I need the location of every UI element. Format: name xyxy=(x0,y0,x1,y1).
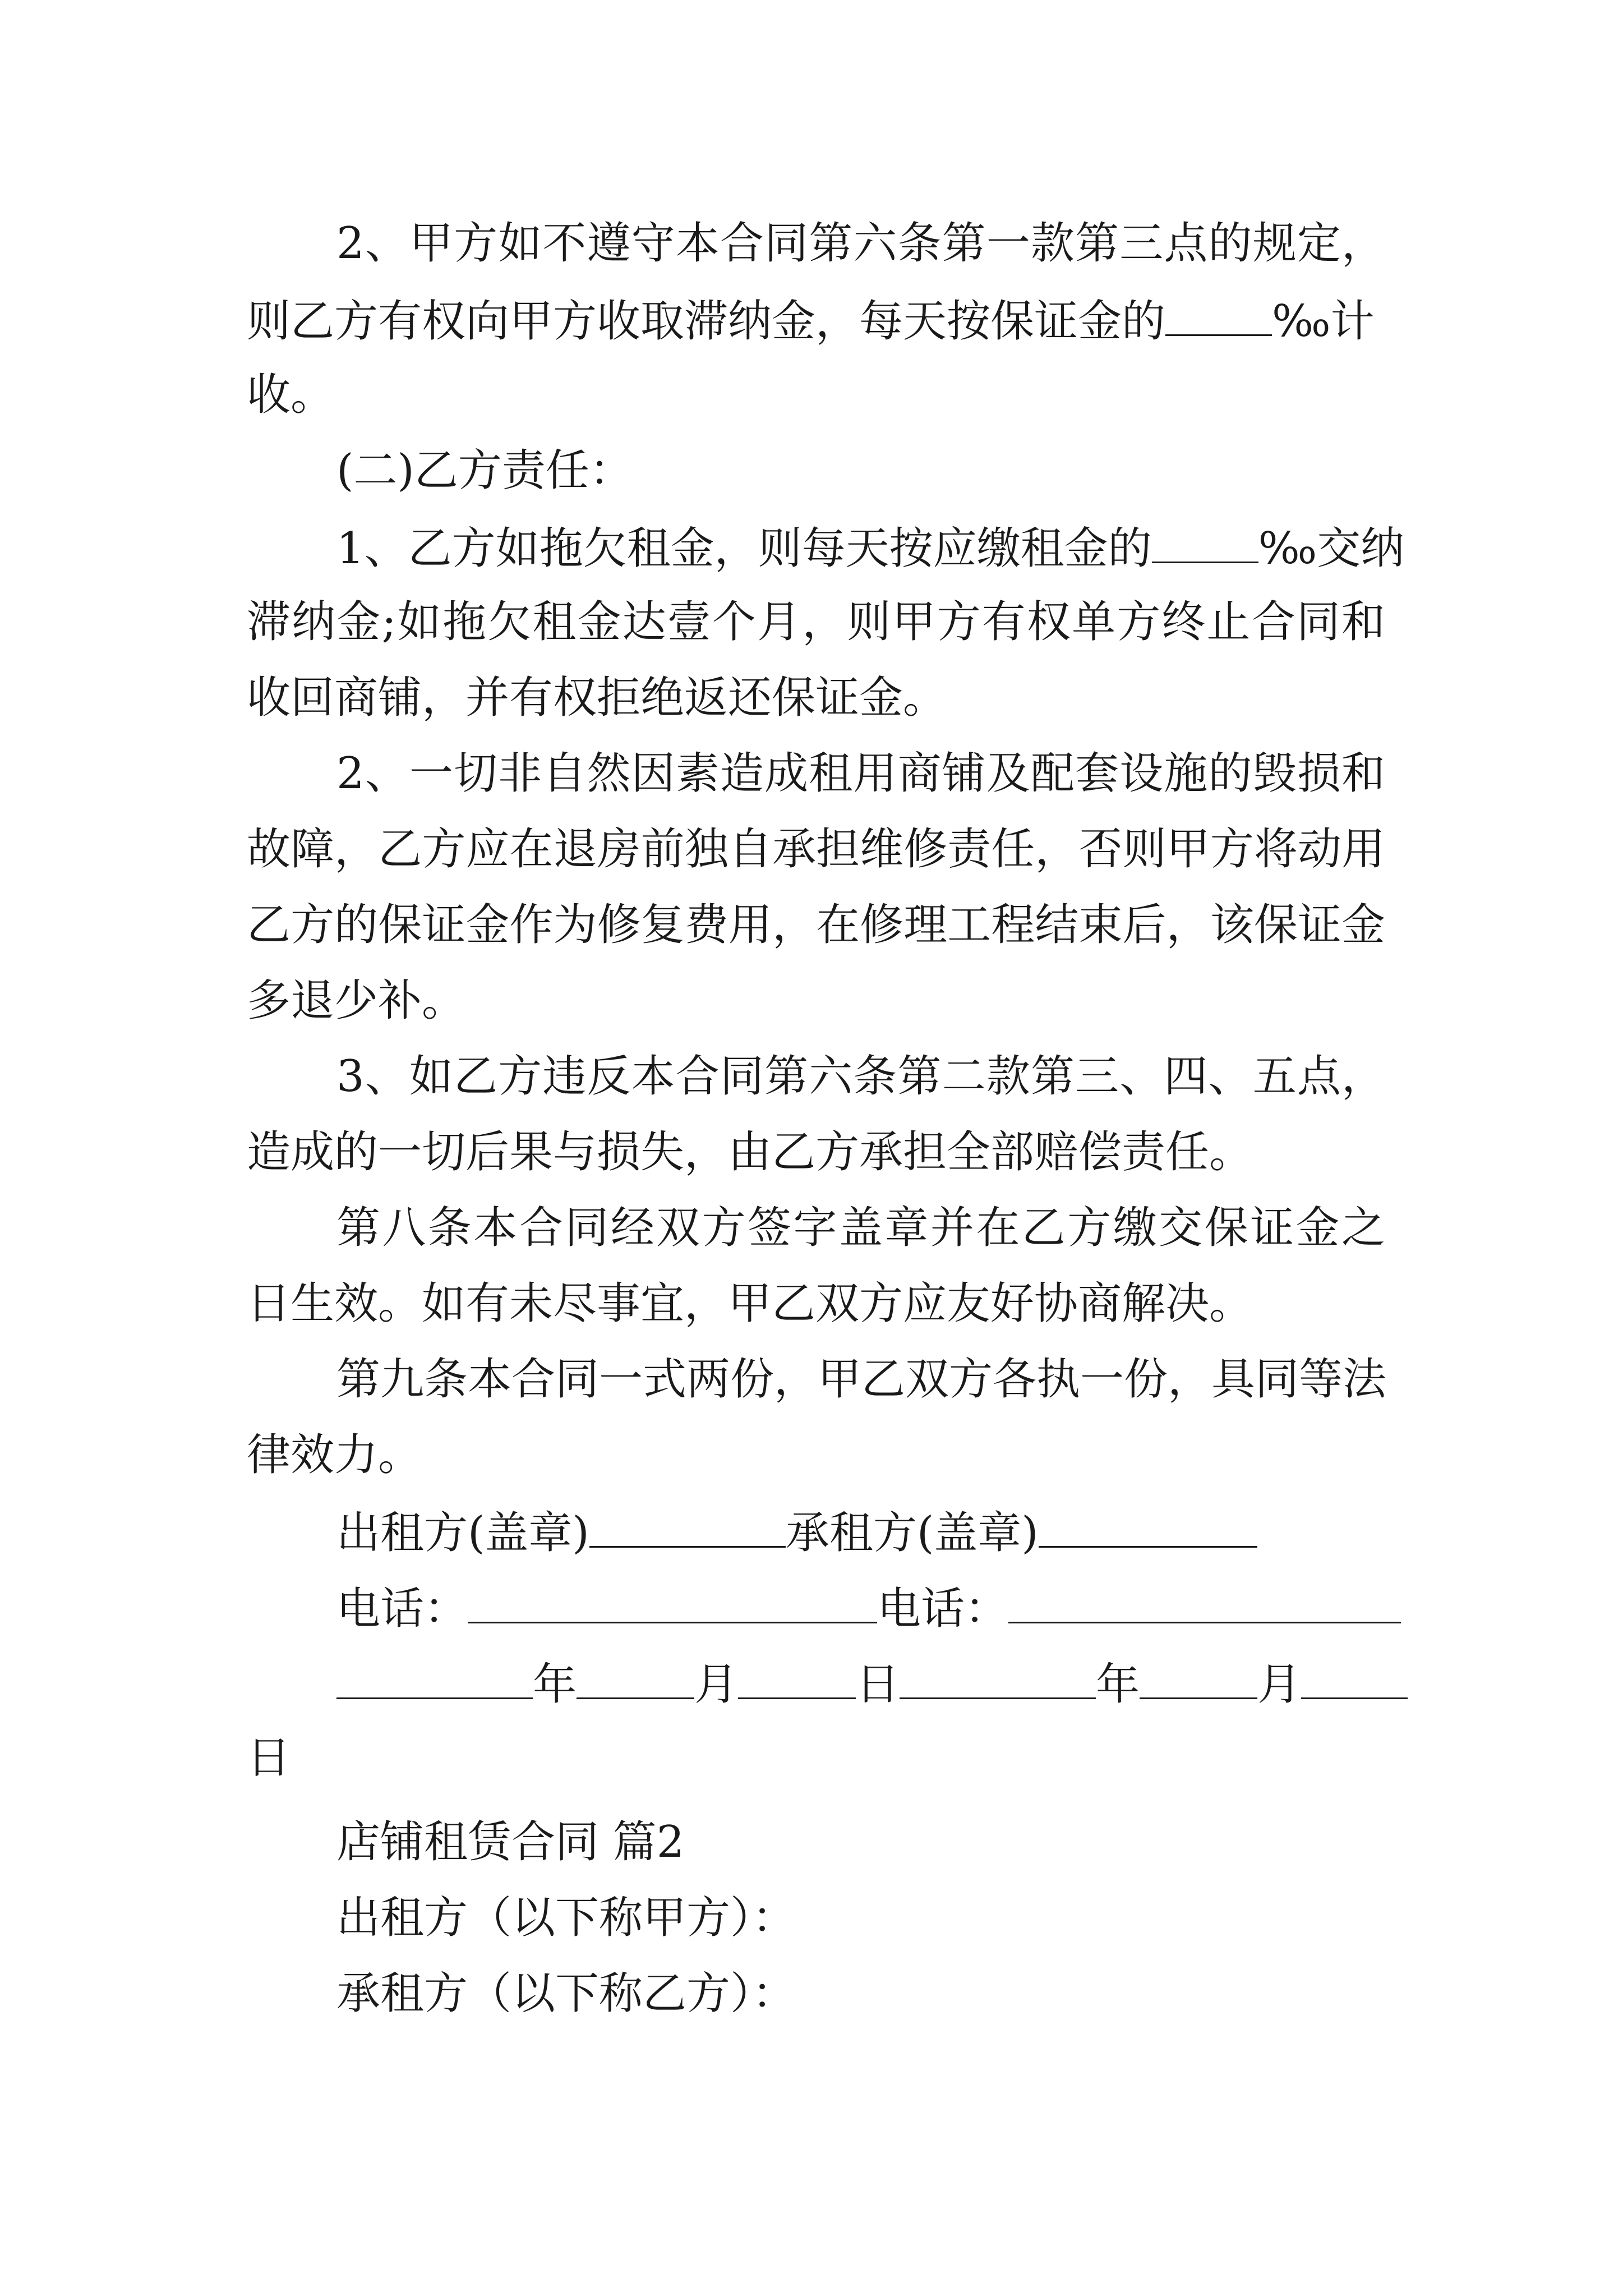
paragraph-line: 乙方的保证金作为修复费用，在修理工程结束后，该保证金 xyxy=(247,900,1385,950)
paragraph-line xyxy=(336,523,1405,574)
lessee-party-line: 承租方（以下称乙方）： xyxy=(336,1968,796,2019)
paragraph-line: 第八条本合同经双方签字盖章并在乙方缴交保证金之 xyxy=(336,1203,1385,1253)
text-segment: 1、乙方如拖欠租金，则每天按应缴租金的 xyxy=(336,523,1152,574)
blank-field xyxy=(1152,524,1258,563)
paragraph-line: 第九条本合同一式两份，甲乙双方各执一份，具同等法 xyxy=(336,1354,1387,1405)
month-label: 月 xyxy=(694,1659,739,1710)
paragraph-line: 律效力。 xyxy=(247,1430,422,1480)
day-field xyxy=(738,1660,856,1699)
date-line-wrap: 日 xyxy=(247,1733,291,1783)
paragraph-line: 造成的一切后果与损失，由乙方承担全部赔偿责任。 xyxy=(247,1127,1253,1177)
paragraph-line: 收回商铺，并有权拒绝返还保证金。 xyxy=(247,673,947,723)
phone-label: 电话： xyxy=(336,1584,468,1634)
paragraph-line: 收。 xyxy=(247,370,335,420)
month-field xyxy=(1140,1660,1257,1699)
phone-field xyxy=(468,1585,877,1623)
paragraph-line: 日生效。如有未尽事宜，甲乙双方应友好协商解决。 xyxy=(247,1278,1253,1329)
paragraph-line: 2、一切非自然因素造成租用商铺及配套设施的毁损和 xyxy=(336,748,1385,799)
date-line xyxy=(336,1659,1385,1710)
lessor-seal-field xyxy=(589,1509,786,1548)
day-field xyxy=(1301,1660,1408,1699)
phone-field xyxy=(1008,1585,1401,1623)
text-segment: ‰计 xyxy=(1272,296,1375,347)
paragraph-line: 3、如乙方违反本合同第六条第二款第三、四、五点， xyxy=(336,1051,1385,1102)
day-label: 日 xyxy=(856,1659,900,1710)
text-segment: 则乙方有权向甲方收取滞纳金，每天按保证金的 xyxy=(247,296,1166,347)
paragraph-line xyxy=(247,296,1385,347)
year-label: 年 xyxy=(533,1659,577,1710)
year-field xyxy=(336,1660,533,1699)
section-heading: (二)乙方责任： xyxy=(336,445,633,496)
year-field xyxy=(900,1660,1096,1699)
signature-line xyxy=(336,1508,1385,1558)
lessee-seal-field xyxy=(1039,1509,1257,1548)
paragraph-line: 故障，乙方应在退房前独自承担维修责任，否则甲方将动用 xyxy=(247,824,1385,875)
lessor-party-line: 出租方（以下称甲方）： xyxy=(336,1893,796,1943)
blank-field xyxy=(1165,297,1272,336)
lessee-seal-label: 承租方(盖章) xyxy=(785,1508,1039,1558)
next-contract-title: 店铺租赁合同 篇2 xyxy=(336,1817,685,1867)
year-label: 年 xyxy=(1096,1659,1140,1710)
phone-label: 电话： xyxy=(877,1584,1009,1634)
month-label: 月 xyxy=(1257,1659,1302,1710)
phone-line xyxy=(336,1584,1385,1634)
paragraph-line: 滞纳金;如拖欠租金达壹个月，则甲方有权单方终止合同和 xyxy=(247,597,1385,647)
lessor-seal-label: 出租方(盖章) xyxy=(336,1508,589,1558)
text-segment: ‰交纳 xyxy=(1258,523,1405,574)
paragraph-line: 多退少补。 xyxy=(247,976,466,1026)
month-field xyxy=(577,1660,694,1699)
paragraph-line: 2、甲方如不遵守本合同第六条第一款第三点的规定， xyxy=(336,218,1385,269)
